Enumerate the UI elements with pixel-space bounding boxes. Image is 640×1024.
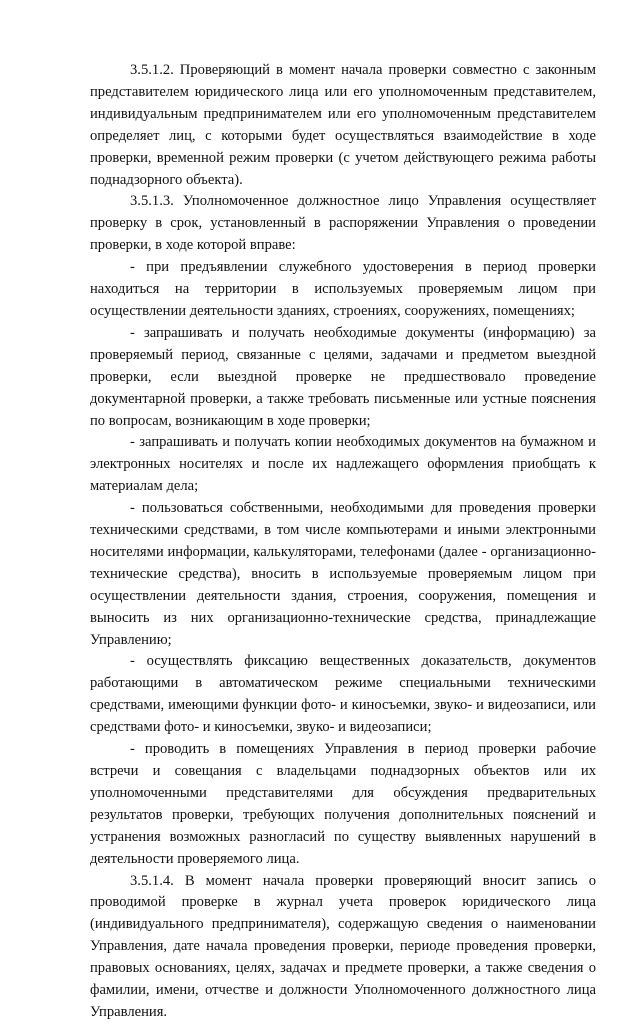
list-item-presence-on-territory: - при предъявлении служебного удостоверения в период проверки находиться на территории в используемых проверяемым лицом при осуществлении деятельности зданиях, строениях, сооружениях, помещениях;: [90, 259, 596, 319]
list-item-request-documents: - запрашивать и получать необходимые документы (информацию) за проверяемый период, связанные с целями, задачами и предметом выездной проверки, если выездной проверке не предшествовало проведение документарной проверки, а также требовать письменные или устные пояснения по вопросам, возникающим в ходе проверки;: [90, 324, 596, 429]
list-item-technical-means: - пользоваться собственными, необходимыми для проведения проверки техническими средствами, в том числе компьютерами и иными электронными носителями информации, калькуляторами, телефонами (далее - организационно-технические средства), вносить в используемые проверяемым лицом при осуществлении деятельности здания, строения, сооружения, помещения и выносить из них организационно-технические средства, принадлежащие Управлению;: [90, 500, 596, 648]
paragraph-3-5-1-4: 3.5.1.4. В момент начала проверки проверяющий вносит запись о проводимой проверке в журнал учета проверок юридического лица (индивидуального предпринимателя), содержащую сведения о наименовании Управления, дате начала проведения проверки, периоде проведения проверки, правовых основаниях, целях, задачах и предмете проверки, а также сведения о фамилии, имени, отчестве и должности Уполномоченного должностного лица Управления.: [90, 872, 596, 1020]
list-item-evidence-recording: - осуществлять фиксацию вещественных доказательств, документов работающими в автоматическом режиме специальными техническими средствами, имеющими функции фото- и киносъемки, звуко- и видеозаписи, или средствами фото- и киносъемки, звуко- и видеозаписи;: [90, 653, 596, 736]
paragraph-3-5-1-2: 3.5.1.2. Проверяющий в момент начала проверки совместно с законным представителем юридического лица или его уполномоченным представителем, индивидуальным предпринимателем или его уполномоченным представителем определяет лиц, с которыми будет осуществляться взаимодействие в ходе проверки, временной режим проверки (с учетом действующего режима работы поднадзорного объекта).: [90, 62, 596, 188]
list-item-request-copies: - запрашивать и получать копии необходимых документов на бумажном и электронных носителях и после их надлежащего оформления приобщать к материалам дела;: [90, 434, 596, 495]
document-page: [90, 60, 596, 1024]
paragraph-3-5-1-3: 3.5.1.3. Уполномоченное должностное лицо Управления осуществляет проверку в срок, установленный в распоряжении Управления о проведении проверки, в ходе которой вправе:: [90, 193, 596, 254]
list-item-meetings: - проводить в помещениях Управления в период проверки рабочие встречи и совещания с владельцами поднадзорных объектов или их уполномоченными представителями для обсуждения предварительных результатов проверки, требующих получения дополнительных пояснений и устранения возможных разногласий по существу выявленных нарушений в деятельности проверяемого лица.: [90, 741, 596, 867]
